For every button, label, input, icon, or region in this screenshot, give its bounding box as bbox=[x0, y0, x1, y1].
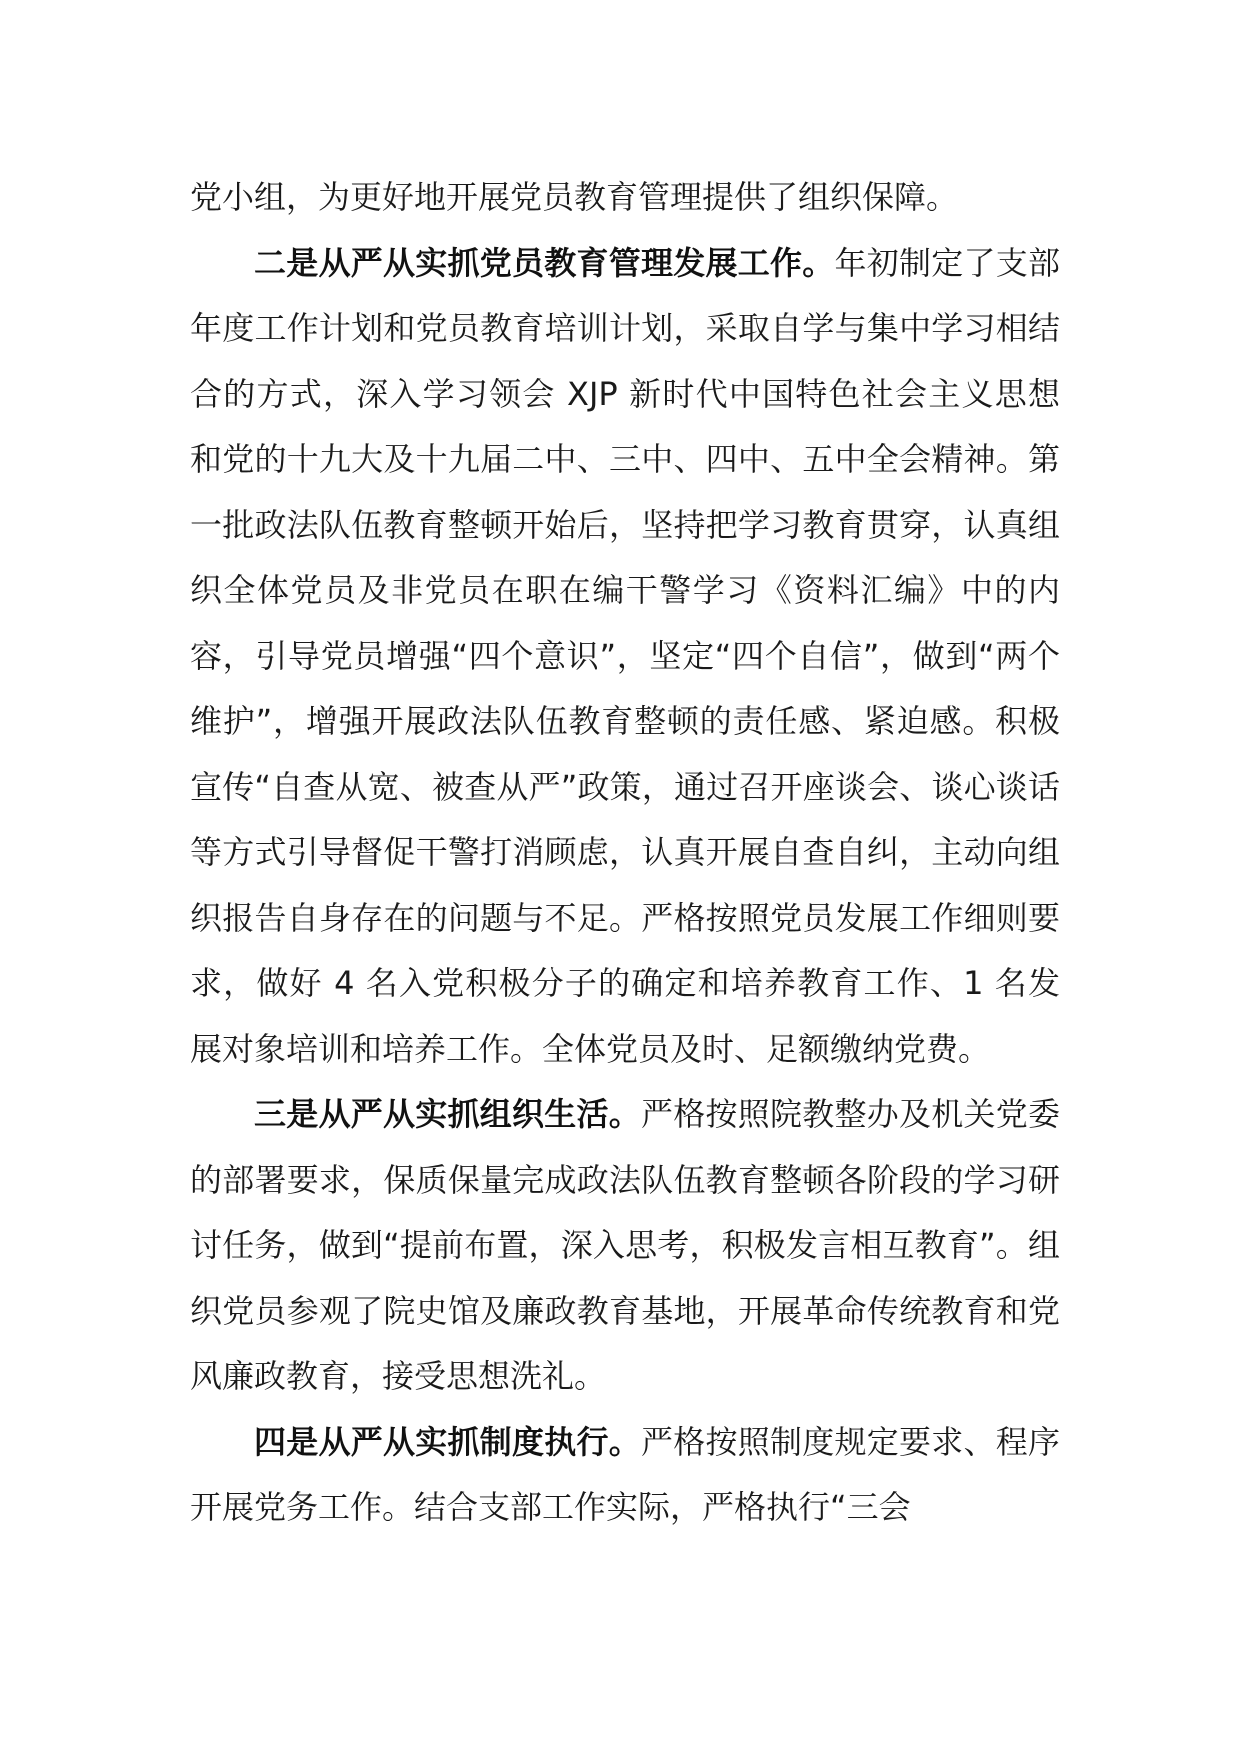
paragraph-text: 年初制定了支部年度工作计划和党员教育培训计划，采取自学与集中学习相结合的方式，深入学习领会 XJP 新时代中国特色社会主义思想和党的十九大及十九届二中、三中、四中、五中全会精神。第一批政法队伍教育整顿开始后，坚持把学习教育贯穿，认真组织全体党员及非党员在职在编干警学习《资料汇编》中的内容，引导党员增强“四个意识”，坚定“四个自信”，做到“两个维护”，增强开展政法队伍教育整顿的责任感、紧迫感。积极宣传“自查从宽、被查从严”政策，通过召开座谈会、谈心谈话等方式引导督促干警打消顾虑，认真开展自查自纠，主动向组织报告自身存在的问题与不足。严格按照党员发展工作细则要求，做好 4 名入党积极分子的确定和培养教育工作、1 名发展对象培训和培养工作。全体党员及时、足额缴纳党费。 bbox=[190, 243, 1060, 1068]
paragraph-lead: 三是从严从实抓组织生活。 bbox=[254, 1095, 641, 1133]
paragraph-lead: 二是从严从实抓党员教育管理发展工作。 bbox=[254, 243, 835, 282]
paragraph-organization-life bbox=[190, 1082, 1060, 1410]
paragraph-text: 党小组，为更好地开展党员教育管理提供了组织保障。 bbox=[190, 178, 959, 216]
paragraph-party-education bbox=[190, 231, 1060, 1083]
paragraph-lead: 四是从严从实抓制度执行。 bbox=[254, 1422, 641, 1461]
document-body bbox=[190, 165, 1060, 1541]
paragraph-system-execution bbox=[190, 1410, 1060, 1541]
paragraph-text: 严格按照院教整办及机关党委的部署要求，保质保量完成政法队伍教育整顿各阶段的学习研讨任务，做到“提前布置，深入思考，积极发言相互教育”。组织党员参观了院史馆及廉政教育基地，开展革命传统教育和党风廉政教育，接受思想洗礼。 bbox=[190, 1095, 1060, 1395]
paragraph-continuation bbox=[190, 165, 1060, 231]
paragraph-text: 严格按照制度规定要求、程序开展党务工作。结合支部工作实际，严格执行“三会 bbox=[190, 1422, 1060, 1526]
